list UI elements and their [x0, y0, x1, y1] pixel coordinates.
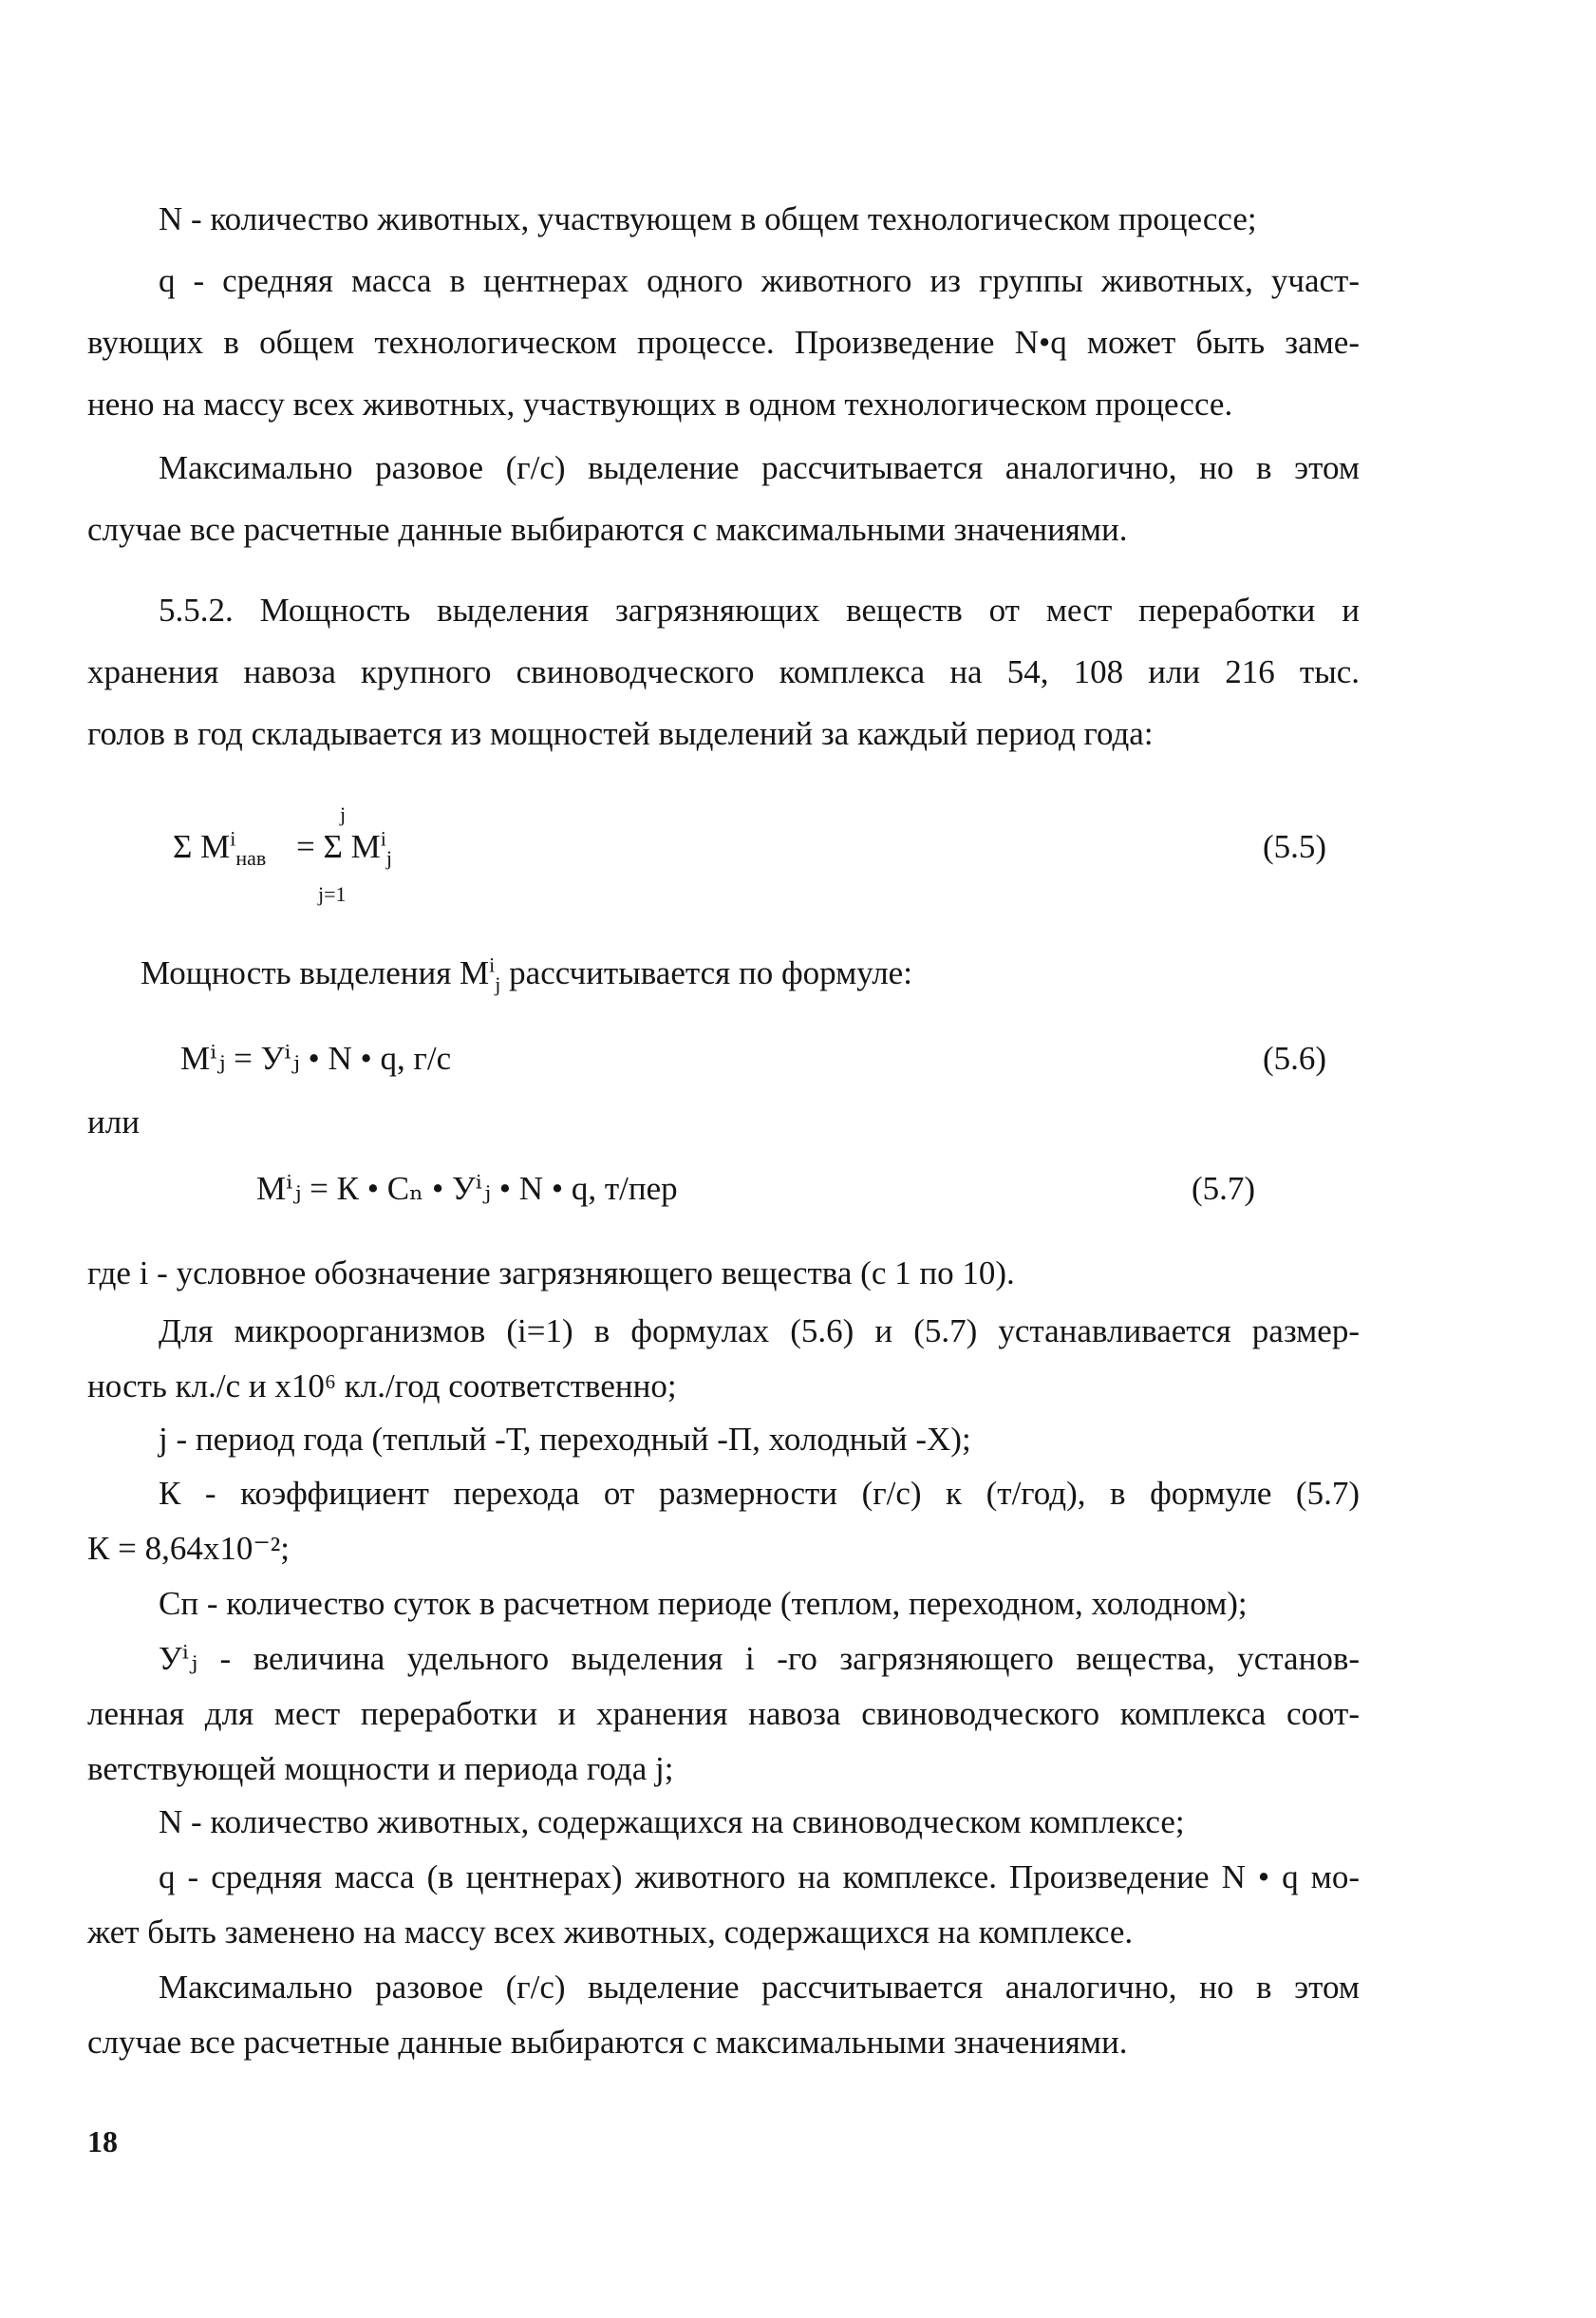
or-connector: или — [87, 1103, 140, 1140]
paragraph-q-definition — [87, 250, 1360, 435]
text-line: К = 8,64x10⁻²; — [87, 1530, 291, 1567]
text-line: q - средняя масса (в центнерах) животного на комплексе. Произведение N • q мо- — [159, 1858, 1360, 1895]
text-line: случае все расчетные данные выбираются с максимальными значениями. — [87, 511, 1128, 548]
paragraph-y-definition — [87, 1631, 1360, 1797]
equation-number: (5.6) — [1263, 1040, 1327, 1077]
paragraph-k-definition — [87, 1466, 1360, 1576]
paragraph-q-complex — [87, 1850, 1360, 1960]
page-number: 18 — [87, 2124, 118, 2158]
paragraph-max-emission — [87, 437, 1360, 560]
equation-number: (5.5) — [1263, 828, 1327, 865]
sum-lower-limit: j=1 — [318, 882, 347, 906]
text-line: нено на массу всех животных, участвующих в одном технологическом процессе. — [87, 386, 1233, 423]
text-line: Cп - количество суток в расчетном периоде (теплом, переходном, холодном); — [159, 1585, 1248, 1622]
paragraph-n-complex — [87, 1795, 1360, 1850]
equation-number: (5.7) — [1192, 1170, 1256, 1207]
paragraph-power-formula: Мощность выделения $M^i_j$ рассчитывается по формуле: — [141, 952, 912, 996]
text-line: хранения навоза крупного свиноводческого комплекса на 54, 108 или 216 тыс. — [87, 653, 1360, 690]
text-line: вующих в общем технологическом процессе. Произведение N•q может быть заме- — [87, 324, 1360, 361]
text-line: голов в год складывается из мощностей выделений за каждый период года: — [87, 715, 1154, 752]
paragraph-microorganisms — [87, 1304, 1360, 1414]
text-line: где i - условное обозначение загрязняющего вещества (с 1 по 10). — [87, 1254, 1015, 1291]
text-line: жет быть заменено на массу всех животных, содержащихся на комплексе. — [87, 1913, 1134, 1951]
text-line: j - период года (теплый -Т, переходный -П, холодный -Х); — [159, 1421, 971, 1458]
sum-upper-limit: j — [340, 802, 347, 826]
text-line: Для микроорганизмов (i=1) в формулах (5.6) и (5.7) устанавливается размер- — [159, 1312, 1360, 1349]
paragraph-cn-definition — [87, 1576, 1360, 1631]
text-line: N - количество животных, содержащихся на свиноводческом комплексе; — [159, 1803, 1185, 1840]
paragraph-max-emission-2 — [87, 1960, 1360, 2070]
text-line: Уⁱⱼ - величина удельного выделения i -го загрязняющего вещества, установ- — [159, 1640, 1360, 1677]
text-line: ветствующей мощности и периода года j; — [87, 1750, 674, 1787]
text-line: К - коэффициент перехода от размерности (г/с) к (т/год), в формуле (5.7) — [159, 1475, 1360, 1512]
text-line: ленная для мест переработки и хранения навоза свиноводческого комплекса соот- — [87, 1695, 1360, 1732]
text-line: 5.5.2. Мощность выделения загрязняющих веществ от мест переработки и — [159, 592, 1360, 629]
text-line: q - средняя масса в центнерах одного животного из группы животных, участ- — [159, 262, 1360, 299]
equation-rhs: = Σ $M^i_j$ — [296, 826, 392, 870]
text-line: ность кл./с и x10⁶ кл./год соответственно; — [87, 1367, 677, 1404]
text-line: Максимально разовое (г/с) выделение рассчитывается аналогично, но в этом — [159, 1969, 1360, 2006]
text-line: случае все расчетные данные выбираются с максимальными значениями. — [87, 2024, 1128, 2061]
text-line: Максимально разовое (г/с) выделение рассчитывается аналогично, но в этом — [159, 449, 1360, 486]
paragraph-n-definition — [87, 188, 1360, 250]
equation-expression: Mⁱⱼ = Уⁱⱼ • N • q, г/с — [180, 1040, 452, 1077]
equation-expression: Mⁱⱼ = К • Cₙ • Уⁱⱼ • N • q, т/пер — [256, 1170, 678, 1207]
text-line: N - количество животных, участвующем в общем технологическом процессе; — [159, 200, 1257, 237]
equation-lhs: Σ $M^i_{нав}$ — [173, 826, 267, 870]
paragraph-j-definition — [87, 1412, 1360, 1467]
paragraph-i-definition — [87, 1242, 1360, 1304]
paragraph-section-5-5-2 — [87, 579, 1360, 764]
